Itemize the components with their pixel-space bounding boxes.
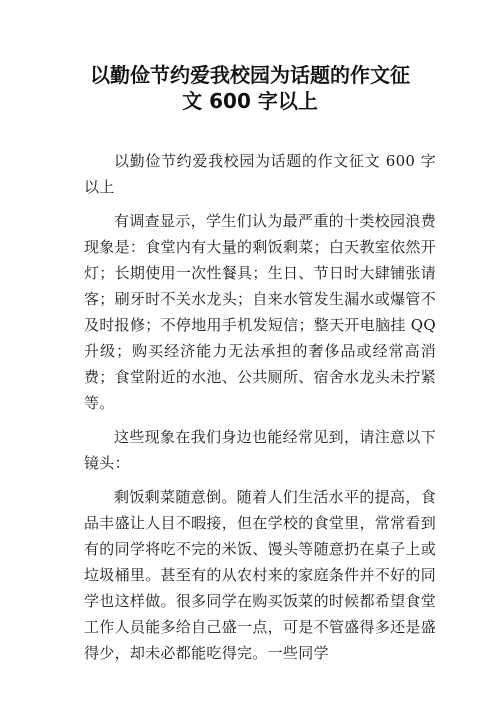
paragraph-leftover-food: 剩饭剩菜随意倒。随着人们生活水平的提高，食品丰盛让人目不暇接，但在学校的食堂里，常常看到有的同学将吃不完的米饭、馒头等随意扔在桌子上或垃圾桶里。甚至有的从农村来的家庭条件并不好的同学也这样做。很多同学在购买饭菜的时候都希望食堂工作人员能多给自己盛一点，可是不管盛得多还是盛得少，却未必都能吃得完。一些同学: [84, 488, 436, 662]
paragraph-heading-repeat: 以勤俭节约爱我校园为话题的作文征文 600 字以上: [84, 152, 436, 196]
paragraph-intro-shots: 这些现象在我们身边也能经常见到，请注意以下镜头：: [84, 428, 436, 472]
document-body: [84, 148, 436, 674]
paragraph-survey: 有调查显示，学生们认为最严重的十类校园浪费现象是：食堂内有大量的剩饭剩菜；白天教室依然开灯；长期使用一次性餐具；生日、节日时大肆铺张请客；刷牙时不关水龙头；自来水管发生漏水或爆管不及时报修；不停地用手机发短信；整天开电脑挂 QQ 升级；购买经济能力无法承担的奢侈品或经常高消费；食堂附近的水池、公共厕所、宿舍水龙头未拧紧等。: [84, 212, 436, 412]
document-title-line-2: 文 600 字以上: [182, 89, 318, 113]
document-title-line-1: 以勤俭节约爱我校园为话题的作文征: [90, 63, 410, 87]
